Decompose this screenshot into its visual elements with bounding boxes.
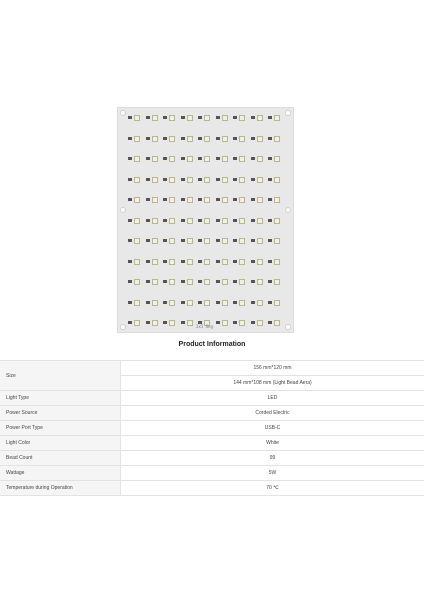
resistor [146, 178, 150, 181]
led-bead [169, 279, 175, 285]
spec-value: 156 mm*120 mm [121, 361, 424, 376]
resistor [163, 219, 167, 222]
led-bead [134, 259, 140, 265]
resistor [163, 301, 167, 304]
led-bead [222, 156, 228, 162]
resistor [198, 137, 202, 140]
table-row [0, 406, 424, 421]
led-grid [128, 115, 288, 327]
spec-label: Light Color [0, 436, 121, 451]
resistor [128, 198, 132, 201]
spec-value: LED [121, 391, 424, 406]
led-bead [204, 136, 210, 142]
led-bead [169, 259, 175, 265]
led-bead [169, 115, 175, 121]
led-bead [204, 177, 210, 183]
led-row [128, 238, 288, 244]
resistor [146, 137, 150, 140]
led-bead [187, 300, 193, 306]
led-bead [187, 238, 193, 244]
table-row [0, 481, 424, 496]
resistor [146, 198, 150, 201]
led-bead [257, 320, 263, 326]
led-bead [169, 177, 175, 183]
resistor [251, 260, 255, 263]
led-bead [222, 279, 228, 285]
led-bead [134, 218, 140, 224]
led-bead [204, 156, 210, 162]
led-bead [152, 300, 158, 306]
led-bead [222, 115, 228, 121]
resistor [128, 280, 132, 283]
table-row [0, 466, 424, 481]
resistor [251, 219, 255, 222]
led-bead [134, 156, 140, 162]
led-bead [187, 197, 193, 203]
resistor [128, 178, 132, 181]
led-bead [222, 136, 228, 142]
resistor [198, 239, 202, 242]
resistor [181, 137, 185, 140]
led-bead [187, 279, 193, 285]
resistor [163, 116, 167, 119]
spec-value: 99 [121, 451, 424, 466]
resistor [181, 301, 185, 304]
led-bead [257, 279, 263, 285]
led-bead [257, 115, 263, 121]
led-bead [274, 156, 280, 162]
resistor [251, 116, 255, 119]
resistor [163, 321, 167, 324]
led-bead [169, 300, 175, 306]
resistor [251, 137, 255, 140]
resistor [268, 178, 272, 181]
led-row [128, 259, 288, 265]
led-bead [204, 300, 210, 306]
led-bead [239, 218, 245, 224]
table-row [0, 361, 424, 376]
resistor [198, 198, 202, 201]
resistor [128, 239, 132, 242]
resistor [181, 219, 185, 222]
led-bead [274, 218, 280, 224]
led-bead [169, 136, 175, 142]
resistor [181, 239, 185, 242]
led-bead [134, 300, 140, 306]
led-row [128, 279, 288, 285]
resistor [268, 239, 272, 242]
led-bead [204, 115, 210, 121]
spec-label: Power Source [0, 406, 121, 421]
led-bead [152, 259, 158, 265]
resistor [216, 198, 220, 201]
resistor [181, 116, 185, 119]
resistor [181, 178, 185, 181]
spec-value: USB-C [121, 421, 424, 436]
led-bead [187, 320, 193, 326]
resistor [233, 301, 237, 304]
led-bead [204, 218, 210, 224]
led-row [128, 136, 288, 142]
led-bead [204, 259, 210, 265]
resistor [163, 178, 167, 181]
resistor [128, 219, 132, 222]
led-bead [187, 115, 193, 121]
resistor [146, 219, 150, 222]
resistor [163, 280, 167, 283]
table-row [0, 421, 424, 436]
led-bead [274, 136, 280, 142]
resistor [268, 116, 272, 119]
table-row [0, 451, 424, 466]
led-bead [222, 197, 228, 203]
led-bead [169, 156, 175, 162]
led-row [128, 218, 288, 224]
resistor [198, 280, 202, 283]
led-bead [152, 177, 158, 183]
resistor [216, 157, 220, 160]
mounting-hole [120, 207, 126, 213]
resistor [251, 239, 255, 242]
spec-value: White [121, 436, 424, 451]
resistor [128, 260, 132, 263]
resistor [216, 137, 220, 140]
spec-label: Temperature during Operation [0, 481, 121, 496]
resistor [233, 116, 237, 119]
resistor [268, 260, 272, 263]
resistor [163, 260, 167, 263]
led-bead [257, 259, 263, 265]
led-bead [274, 259, 280, 265]
mounting-hole [120, 324, 126, 330]
led-bead [152, 238, 158, 244]
resistor [268, 137, 272, 140]
spec-label: Bead Count [0, 451, 121, 466]
led-bead [169, 218, 175, 224]
resistor [216, 178, 220, 181]
resistor [251, 198, 255, 201]
resistor [251, 178, 255, 181]
resistor [198, 301, 202, 304]
led-bead [274, 300, 280, 306]
led-bead [187, 259, 193, 265]
spec-label: Size [0, 361, 121, 391]
led-bead [239, 197, 245, 203]
led-bead [134, 177, 140, 183]
led-bead [239, 300, 245, 306]
led-bead [152, 156, 158, 162]
resistor [128, 321, 132, 324]
resistor [198, 116, 202, 119]
resistor [128, 137, 132, 140]
led-bead [134, 238, 140, 244]
led-bead [239, 279, 245, 285]
resistor [146, 116, 150, 119]
led-bead [152, 136, 158, 142]
led-bead [274, 320, 280, 326]
resistor [251, 280, 255, 283]
led-bead [274, 177, 280, 183]
led-bead [134, 136, 140, 142]
led-bead [257, 136, 263, 142]
resistor [181, 157, 185, 160]
led-bead [274, 279, 280, 285]
resistor [233, 321, 237, 324]
resistor [233, 219, 237, 222]
spec-value: 70 ℃ [121, 481, 424, 496]
resistor [268, 280, 272, 283]
led-bead [274, 115, 280, 121]
resistor [198, 260, 202, 263]
led-row [128, 177, 288, 183]
resistor [233, 137, 237, 140]
spec-value: Corded Electric [121, 406, 424, 421]
led-bead [222, 177, 228, 183]
resistor [216, 239, 220, 242]
led-bead [152, 115, 158, 121]
led-bead [134, 115, 140, 121]
led-bead [152, 279, 158, 285]
resistor [146, 239, 150, 242]
resistor [128, 301, 132, 304]
resistor [146, 157, 150, 160]
led-bead [134, 279, 140, 285]
led-bead [134, 197, 140, 203]
resistor [146, 301, 150, 304]
spec-value: 144 mm*108 mm (Light Bead Aera) [121, 376, 424, 391]
spec-value: 5W [121, 466, 424, 481]
led-bead [222, 218, 228, 224]
led-bead [187, 177, 193, 183]
resistor [268, 321, 272, 324]
led-bead [257, 177, 263, 183]
resistor [216, 219, 220, 222]
led-panel-image [117, 107, 294, 333]
led-bead [204, 197, 210, 203]
resistor [181, 321, 185, 324]
led-bead [257, 300, 263, 306]
led-bead [204, 238, 210, 244]
led-bead [152, 218, 158, 224]
led-row [128, 300, 288, 306]
led-bead [239, 136, 245, 142]
led-bead [222, 320, 228, 326]
resistor [233, 157, 237, 160]
led-bead [274, 238, 280, 244]
resistor [216, 280, 220, 283]
resistor [181, 280, 185, 283]
resistor [216, 260, 220, 263]
led-bead [257, 238, 263, 244]
led-bead [222, 259, 228, 265]
led-row [128, 156, 288, 162]
resistor [181, 198, 185, 201]
led-bead [222, 238, 228, 244]
resistor [128, 157, 132, 160]
led-bead [239, 156, 245, 162]
resistor [146, 280, 150, 283]
led-bead [169, 238, 175, 244]
led-bead [239, 238, 245, 244]
resistor [251, 157, 255, 160]
resistor [251, 301, 255, 304]
resistor [146, 321, 150, 324]
led-bead [257, 218, 263, 224]
resistor [216, 321, 220, 324]
section-title: Product Information [178, 341, 246, 348]
led-bead [257, 156, 263, 162]
resistor [233, 239, 237, 242]
resistor [198, 178, 202, 181]
resistor [198, 219, 202, 222]
resistor [268, 219, 272, 222]
resistor [233, 280, 237, 283]
led-bead [257, 197, 263, 203]
spec-label: Light Type [0, 391, 121, 406]
led-bead [169, 320, 175, 326]
led-bead [187, 136, 193, 142]
resistor [251, 321, 255, 324]
led-row [128, 115, 288, 121]
led-bead [204, 279, 210, 285]
led-row [128, 197, 288, 203]
spec-label: Power Port Type [0, 421, 121, 436]
led-bead [169, 197, 175, 203]
resistor [268, 301, 272, 304]
led-bead [239, 320, 245, 326]
resistor [181, 260, 185, 263]
led-bead [239, 115, 245, 121]
spec-label: Wattage [0, 466, 121, 481]
resistor [163, 157, 167, 160]
led-bead [274, 197, 280, 203]
resistor [163, 198, 167, 201]
led-bead [187, 156, 193, 162]
table-row [0, 436, 424, 451]
resistor [128, 116, 132, 119]
resistor [163, 239, 167, 242]
led-bead [239, 259, 245, 265]
resistor [268, 157, 272, 160]
board-marking: 2x5 Seg [196, 324, 213, 329]
resistor [216, 116, 220, 119]
mounting-hole [120, 110, 126, 116]
product-info-table [0, 360, 424, 496]
led-bead [152, 197, 158, 203]
resistor [233, 178, 237, 181]
resistor [268, 198, 272, 201]
led-bead [222, 300, 228, 306]
led-bead [187, 218, 193, 224]
led-bead [134, 320, 140, 326]
led-bead [239, 177, 245, 183]
resistor [163, 137, 167, 140]
resistor [198, 157, 202, 160]
resistor [216, 301, 220, 304]
resistor [146, 260, 150, 263]
led-bead [152, 320, 158, 326]
resistor [233, 198, 237, 201]
resistor [233, 260, 237, 263]
table-row [0, 391, 424, 406]
